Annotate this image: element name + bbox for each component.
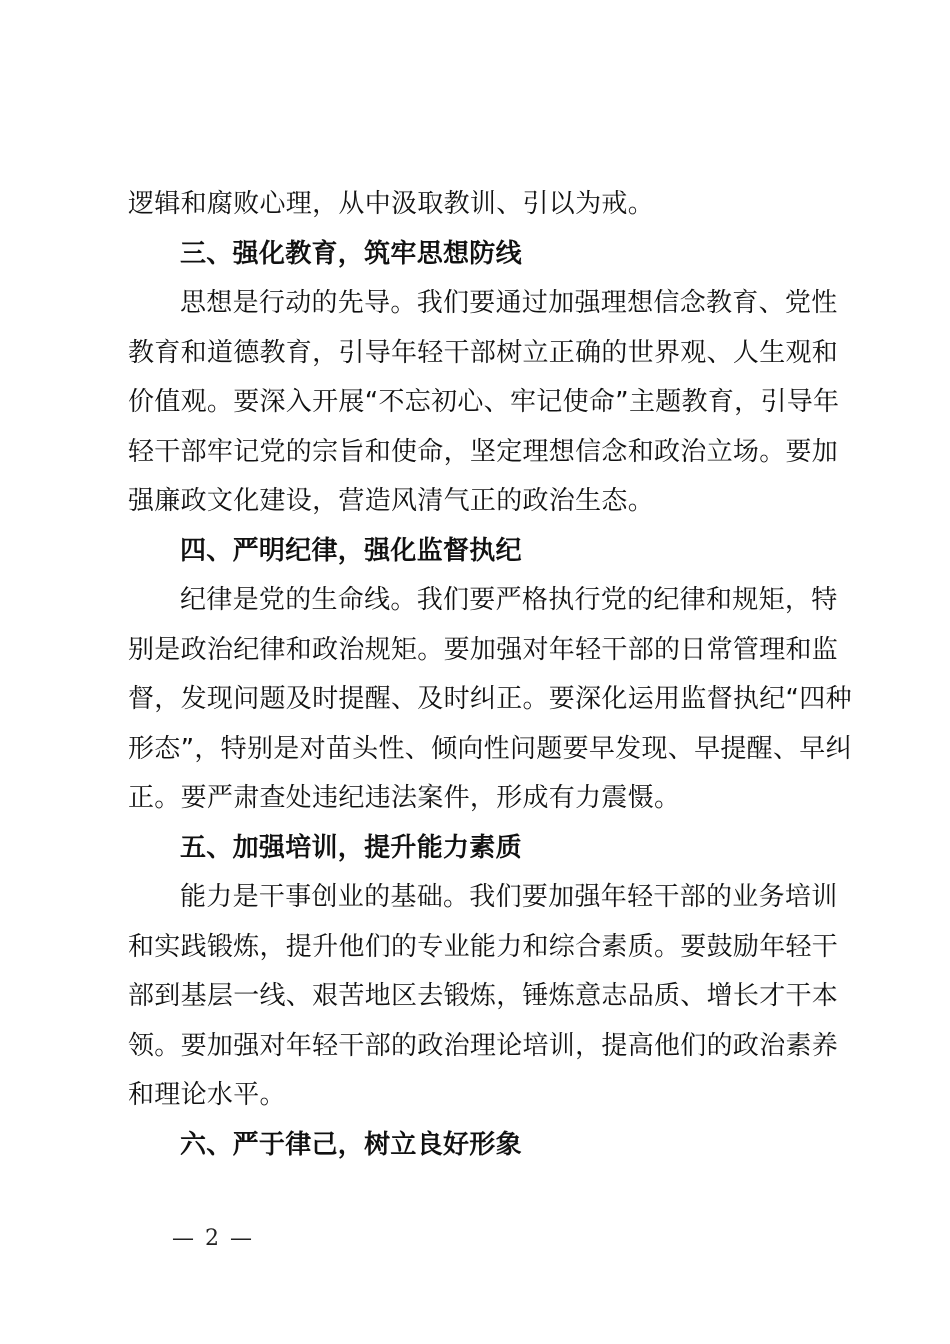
paragraph-line: 正。要严肃查处违纪违法案件，形成有力震慑。 <box>128 783 681 813</box>
paragraph-line: 强廉政文化建设，营造风清气正的政治生态。 <box>128 486 655 516</box>
paragraph-line: 教育和道德教育，引导年轻干部树立正确的世界观、人生观和 <box>128 337 839 368</box>
paragraph-line: 部到基层一线、艰苦地区去锻炼，锤炼意志品质、增长才干本 <box>128 981 839 1011</box>
paragraph-line: 领。要加强对年轻干部的政治理论培训，提高他们的政治素养 <box>128 1030 839 1061</box>
section-heading-3: 三、强化教育，筑牢思想防线 <box>180 238 522 269</box>
paragraph-line: 督，发现问题及时提醒、及时纠正。要深化运用监督执纪“四种 <box>128 684 852 714</box>
paragraph-line: 思想是行动的先导。我们要通过加强理想信念教育、党性 <box>180 288 838 318</box>
paragraph-line: 价值观。要深入开展“不忘初心、牢记使命”主题教育，引导年 <box>128 387 840 417</box>
body-text <box>128 180 852 1170</box>
paragraph-line: 和理论水平。 <box>128 1080 286 1110</box>
section-heading-6: 六、严于律己，树立良好形象 <box>180 1129 522 1160</box>
section-heading-4: 四、严明纪律，强化监督执纪 <box>180 535 522 566</box>
paragraph-line: 能力是干事创业的基础。我们要加强年轻干部的业务培训 <box>180 882 838 912</box>
paragraph-line: 轻干部牢记党的宗旨和使命，坚定理想信念和政治立场。要加 <box>128 436 839 467</box>
page-number: — 2 — <box>172 1226 254 1251</box>
paragraph-line: 纪律是党的生命线。我们要严格执行党的纪律和规矩，特 <box>180 585 838 615</box>
paragraph-line: 形态”，特别是对苗头性、倾向性问题要早发现、早提醒、早纠 <box>128 733 852 764</box>
paragraph-line: 逻辑和腐败心理，从中汲取教训、引以为戒。 <box>128 189 655 219</box>
paragraph-line: 和实践锻炼，提升他们的专业能力和综合素质。要鼓励年轻干 <box>128 931 839 962</box>
section-heading-5: 五、加强培训，提升能力素质 <box>180 832 522 863</box>
paragraph-line: 别是政治纪律和政治规矩。要加强对年轻干部的日常管理和监 <box>128 634 839 665</box>
